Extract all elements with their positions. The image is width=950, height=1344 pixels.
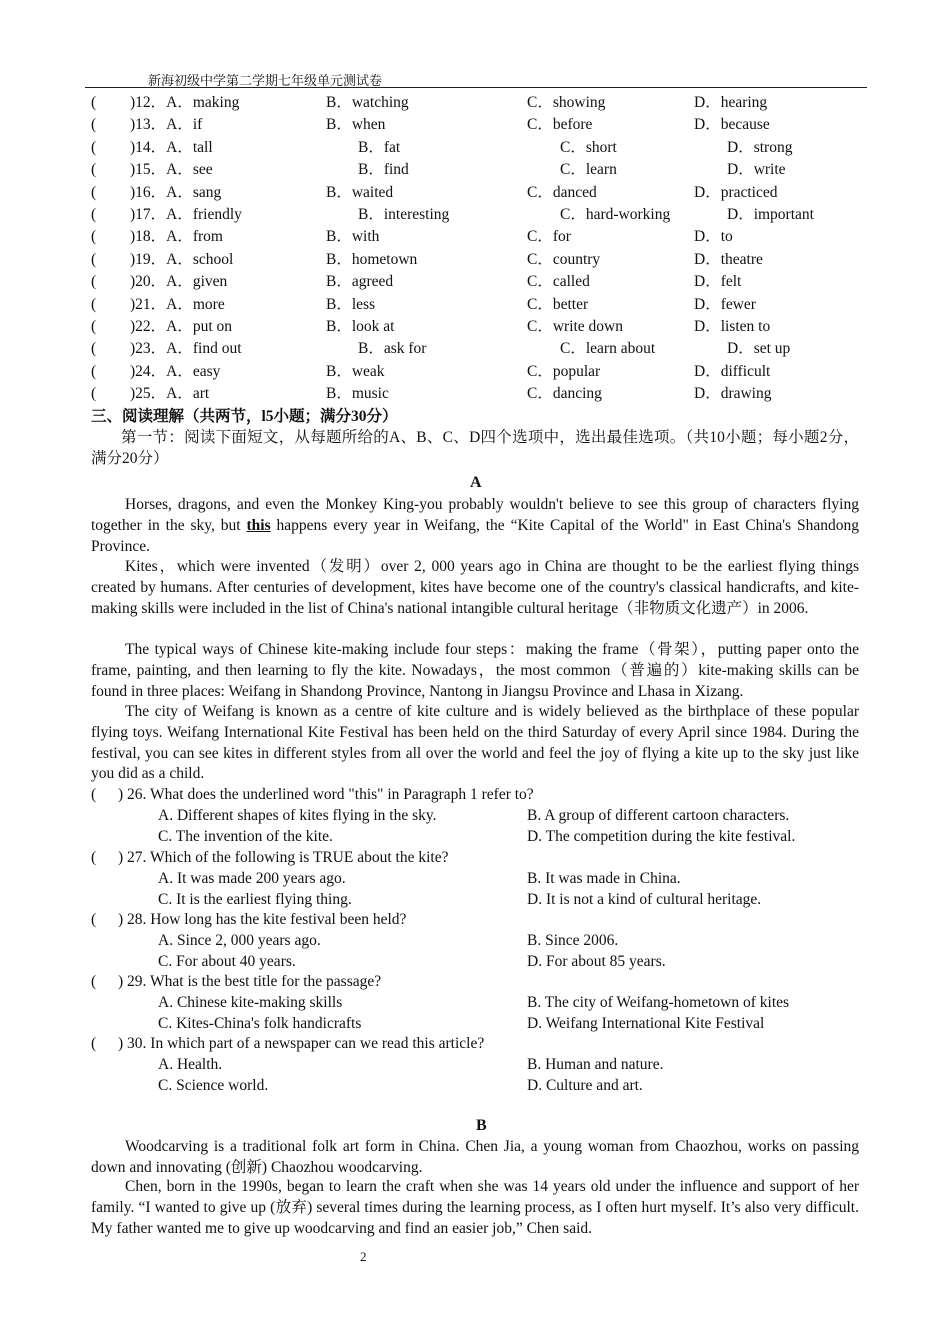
answer-paren: ( bbox=[91, 340, 97, 358]
option-a: )16．A．sang bbox=[130, 183, 222, 201]
option-c: C．short bbox=[560, 138, 617, 156]
choice-d: D. Weifang International Kite Festival bbox=[527, 1015, 765, 1032]
option-b: B．interesting bbox=[358, 206, 450, 223]
question-stem: ) 28. How long has the kite festival been held? bbox=[118, 911, 407, 928]
option-d: D．difficult bbox=[694, 362, 771, 380]
option-a: )18．A．from bbox=[130, 228, 223, 246]
choice-d: D. For about 85 years. bbox=[527, 953, 666, 970]
option-a: )19．A．school bbox=[130, 250, 234, 268]
option-b: B．less bbox=[326, 295, 376, 313]
answer-paren: ( bbox=[91, 116, 97, 134]
choice-d: D. The competition during the kite festival. bbox=[527, 828, 796, 845]
answer-paren: ( bbox=[91, 206, 97, 223]
option-c: C．country bbox=[527, 250, 601, 268]
option-b: B．weak bbox=[326, 362, 385, 380]
choice-c: C. Kites-China's folk handicrafts bbox=[158, 1015, 362, 1032]
answer-paren: ( bbox=[91, 362, 97, 380]
option-c: C．learn about bbox=[560, 340, 656, 358]
answer-paren: ( bbox=[91, 849, 97, 866]
option-a: )21．A．more bbox=[130, 295, 225, 313]
answer-paren: ( bbox=[91, 138, 97, 156]
choice-b: B. Human and nature. bbox=[527, 1056, 664, 1073]
passage-b-letter: B bbox=[476, 1117, 487, 1134]
option-b: B．with bbox=[326, 228, 380, 246]
answer-paren: ( bbox=[91, 1035, 97, 1052]
option-a: )24．A．easy bbox=[130, 362, 221, 380]
answer-paren: ( bbox=[91, 94, 97, 111]
option-b: B．ask for bbox=[358, 340, 427, 358]
option-a: )23．A．find out bbox=[130, 340, 242, 358]
passage-b-paragraph-2: Chen, born in the 1990s, began to learn the craft when she was 14 years old under the influence and support of her family. “I wanted to give up (放弃) several times during the learning process, as I often hurt myself. It’s also very difficult. My father wanted me to give up woodcarving and find an easier job,” Chen said. bbox=[91, 1178, 859, 1237]
question-stem: ) 27. Which of the following is TRUE about the kite? bbox=[118, 849, 449, 866]
question-stem: ) 30. In which part of a newspaper can we read this article? bbox=[118, 1035, 485, 1052]
choice-b: B. A group of different cartoon characters. bbox=[527, 807, 790, 824]
choice-b: B. Since 2006. bbox=[527, 932, 619, 949]
choice-a: A. Different shapes of kites flying in the sky. bbox=[158, 807, 437, 824]
option-d: D．important bbox=[727, 206, 814, 223]
answer-paren: ( bbox=[91, 318, 97, 335]
option-d: D．hearing bbox=[694, 94, 768, 111]
option-b: B．watching bbox=[326, 94, 409, 111]
answer-paren: ( bbox=[91, 183, 97, 201]
choice-a: A. Since 2, 000 years ago. bbox=[158, 932, 321, 949]
option-c: C．danced bbox=[527, 183, 597, 201]
option-d: D．set up bbox=[727, 340, 791, 358]
option-c: C．before bbox=[527, 116, 593, 134]
passage-b-paragraph-1: Woodcarving is a traditional folk art form in China. Chen Jia, a young woman from Chaozhou, works on passing down and innovating (创新) Chaozhou woodcarving. bbox=[91, 1138, 859, 1176]
p1-text-after: happens every year in Weifang, the “Kite Capital of the World" in East China's Shandong Province. bbox=[91, 516, 859, 555]
option-c: C．for bbox=[527, 228, 571, 246]
choice-d: D. Culture and art. bbox=[527, 1077, 643, 1094]
option-a: )25．A．art bbox=[130, 385, 210, 403]
option-b: B．look at bbox=[326, 318, 395, 335]
passage-a-letter: A bbox=[470, 474, 482, 491]
choice-c: C. For about 40 years. bbox=[158, 953, 296, 970]
option-b: B．when bbox=[326, 116, 386, 134]
option-c: C．called bbox=[527, 273, 590, 291]
answer-paren: ( bbox=[91, 786, 97, 803]
option-b: B．find bbox=[358, 161, 409, 179]
p1-text-before: Horses, dragons, and even the Monkey King-you probably wouldn't believe to see this group of characters flying together in the sky, but bbox=[91, 496, 859, 534]
choice-b: B. It was made in China. bbox=[527, 870, 681, 887]
choice-a: A. Health. bbox=[158, 1056, 223, 1073]
option-d: D．fewer bbox=[694, 295, 756, 313]
page-number: 2 bbox=[360, 1249, 367, 1264]
option-d: D．strong bbox=[727, 138, 793, 156]
option-a: )22．A．put on bbox=[130, 318, 233, 335]
option-c: C．showing bbox=[527, 94, 606, 111]
option-b: B．waited bbox=[326, 183, 394, 201]
question-stem: ) 26. What does the underlined word "this" in Paragraph 1 refer to? bbox=[118, 786, 534, 803]
option-a: )13．A．if bbox=[130, 116, 203, 134]
option-d: D．write bbox=[727, 161, 786, 179]
option-b: B．agreed bbox=[326, 273, 394, 291]
option-c: C．hard-working bbox=[560, 206, 671, 223]
option-c: C．popular bbox=[527, 362, 601, 380]
answer-paren: ( bbox=[91, 295, 97, 313]
header-title: 新海初级中学第二学期七年级单元测试卷 bbox=[148, 73, 383, 88]
passage-a-paragraph-4: The city of Weifang is known as a centre of kite culture and is widely believed as the birthplace of these popular flying toys. Weifang International Kite Festival has been held on the third Saturday of every April since 1984. During the festival, you can see kites in different styles from all over the world and feel the joy of flying a kite up to the sky just like you did as a child. bbox=[91, 703, 859, 783]
answer-paren: ( bbox=[91, 911, 97, 928]
answer-paren: ( bbox=[91, 250, 97, 268]
answer-paren: ( bbox=[91, 385, 97, 403]
answer-paren: ( bbox=[91, 161, 97, 179]
option-a: )17．A．friendly bbox=[130, 206, 242, 223]
choice-a: A. Chinese kite-making skills bbox=[158, 994, 343, 1011]
option-a: )20．A．given bbox=[130, 273, 228, 291]
option-d: D．to bbox=[694, 228, 733, 246]
option-b: B．hometown bbox=[326, 250, 418, 268]
choice-d: D. It is not a kind of cultural heritage. bbox=[527, 891, 762, 908]
section-3-instructions: 第一节：阅读下面短文，从每题所给的A、B、C、D四个选项中，选出最佳选项。（共10小题；每小题2分，满分20分） bbox=[91, 429, 859, 467]
option-a: )15．A．see bbox=[130, 161, 213, 179]
underlined-word: this bbox=[246, 516, 271, 534]
option-c: C．better bbox=[527, 295, 589, 313]
choice-a: A. It was made 200 years ago. bbox=[158, 870, 346, 887]
option-d: D．listen to bbox=[694, 318, 771, 335]
header-rule bbox=[85, 87, 867, 88]
passage-a-paragraph-2: Kites，which were invented（发明）over 2, 000 years ago in China are thought to be the earliest flying things created by humans. After centuries of development, kites have become one of the country's classical handicrafts, and kite-making skills were included in the list of China's national intangible cultural heritage（非物质文化遗产）in 2006. bbox=[91, 558, 859, 617]
option-d: D．drawing bbox=[694, 385, 772, 403]
option-b: B．music bbox=[326, 385, 389, 403]
choice-c: C. The invention of the kite. bbox=[158, 828, 333, 845]
option-d: D．felt bbox=[694, 273, 742, 291]
option-d: D．because bbox=[694, 116, 770, 134]
option-c: C．write down bbox=[527, 318, 624, 335]
question-stem: ) 29. What is the best title for the passage? bbox=[118, 973, 382, 990]
section-3-title: 三、阅读理解（共两节，l5小题；满分30分） bbox=[91, 408, 398, 425]
option-d: D．practiced bbox=[694, 183, 778, 201]
choice-c: C. It is the earliest flying thing. bbox=[158, 891, 352, 908]
option-c: C．dancing bbox=[527, 385, 602, 403]
answer-paren: ( bbox=[91, 273, 97, 291]
answer-paren: ( bbox=[91, 228, 97, 246]
option-a: )12．A．making bbox=[130, 94, 240, 111]
choice-b: B. The city of Weifang-hometown of kites bbox=[527, 994, 790, 1011]
answer-paren: ( bbox=[91, 973, 97, 990]
passage-a-paragraph-3: The typical ways of Chinese kite-making include four steps：making the frame（骨架），putting paper onto the frame, painting, and then learning to fly the kite. Nowadays，the most common（普遍的）kite-making skills can be found in three places: Weifang in Shandong Province, Nantong in Jiangsu Province and Lhasa in Xizang. bbox=[91, 641, 859, 700]
option-b: B．fat bbox=[358, 138, 401, 156]
option-a: )14．A．tall bbox=[130, 138, 213, 156]
passage-a-paragraph-1 bbox=[91, 495, 859, 557]
option-c: C．learn bbox=[560, 161, 617, 179]
option-d: D．theatre bbox=[694, 250, 763, 268]
choice-c: C. Science world. bbox=[158, 1077, 269, 1094]
